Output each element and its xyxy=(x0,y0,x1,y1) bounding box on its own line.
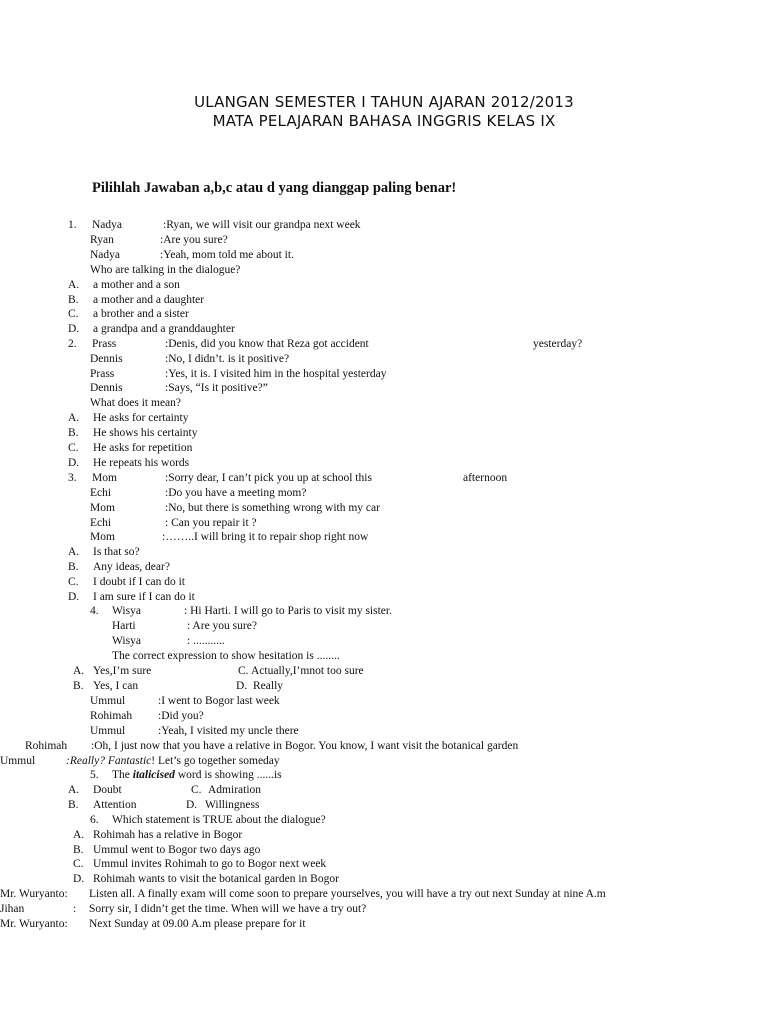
q3-speech: :Sorry dear, I can’t pick you up at school this xyxy=(165,472,372,484)
q2-speaker: Dennis xyxy=(90,382,123,394)
q1-number: 1. xyxy=(68,219,77,231)
q4-option-c-letter[interactable]: C. xyxy=(238,665,249,677)
dialogue5-speaker: Rohimah xyxy=(25,740,68,752)
italic-expression: :Really? Fantastic xyxy=(66,755,152,767)
option-letter: D. xyxy=(73,873,85,885)
q5-option-d-text[interactable]: Willingness xyxy=(205,799,260,811)
q3-speech: : Can you repair it ? xyxy=(165,517,257,529)
option-text: Rohimah wants to visit the botanical garden in Bogor xyxy=(93,873,339,885)
q5-question-post: word is showing ......is xyxy=(174,769,282,781)
q5-option-d-letter[interactable]: D. xyxy=(186,799,198,811)
dialogue7-speech: Listen all. A finally exam will come soon to prepare yourselves, you will have a try out next Sunday at nine A.m xyxy=(89,888,606,900)
option-text: Any ideas, dear? xyxy=(93,561,170,573)
option-letter: C. xyxy=(68,576,79,588)
q1-speech: :Are you sure? xyxy=(160,234,228,246)
q5-number: 5. xyxy=(90,769,99,781)
q4-speech: : ........... xyxy=(187,635,225,647)
q6-question: Which statement is TRUE about the dialogue? xyxy=(112,814,326,826)
dialogue5-speech xyxy=(66,754,280,768)
option-letter: B. xyxy=(68,561,79,573)
option-text: Ummul went to Bogor two days ago xyxy=(93,844,261,856)
option-text: I am sure if I can do it xyxy=(93,591,195,603)
option-text: He asks for certainty xyxy=(93,412,189,424)
option-text: a grandpa and a granddaughter xyxy=(93,323,235,335)
q4-speaker: Wisya xyxy=(112,605,141,617)
q3-number: 3. xyxy=(68,472,77,484)
option-letter: B. xyxy=(73,844,84,856)
option-text: He repeats his words xyxy=(93,457,190,469)
q1-question: Who are talking in the dialogue? xyxy=(90,264,241,276)
q1-speaker: Ryan xyxy=(90,234,114,246)
dialogue7-speaker: Jihan xyxy=(0,903,25,915)
q2-speech: :Denis, did you know that Reza got accident xyxy=(165,338,369,350)
instruction: Pilihlah Jawaban a,b,c atau d yang dianggap paling benar! xyxy=(92,180,457,196)
dialogue5-speaker: Ummul xyxy=(90,725,126,737)
option-letter: B. xyxy=(68,294,79,306)
q3-speech: :……..I will bring it to repair shop right now xyxy=(162,531,369,543)
q1-speech: :Yeah, mom told me about it. xyxy=(160,249,294,261)
option-text: a mother and a son xyxy=(93,279,180,291)
speech-rest: ! Let’s go together someday xyxy=(151,755,280,767)
option-letter: A. xyxy=(73,829,85,841)
q2-speech: :Says, “Is it positive?” xyxy=(165,382,268,394)
q2-speaker: Prass xyxy=(90,368,115,380)
q1-speaker: Nadya xyxy=(90,249,121,261)
option-letter: A. xyxy=(68,279,80,291)
option-letter: D. xyxy=(68,323,80,335)
q1-speaker: Nadya xyxy=(92,219,123,231)
dialogue5-speech: :Yeah, I visited my uncle there xyxy=(158,725,299,737)
dialogue5-speech: :Oh, I just now that you have a relative in Bogor. You know, I want visit the botanical garden xyxy=(91,740,519,752)
option-text: a mother and a daughter xyxy=(93,294,205,306)
q4-option-d-letter[interactable]: D. xyxy=(236,680,248,692)
q3-speech-tail: afternoon xyxy=(463,472,508,484)
option-text: He asks for repetition xyxy=(93,442,193,454)
option-letter: D. xyxy=(68,591,80,603)
q3-speaker: Mom xyxy=(92,472,117,484)
q4-speech: : Are you sure? xyxy=(187,620,257,632)
option-letter: C. xyxy=(73,858,84,870)
q4-speaker: Wisya xyxy=(112,635,141,647)
option-text: a brother and a sister xyxy=(93,308,189,320)
q2-speech-tail: yesterday? xyxy=(533,338,583,350)
q3-speaker: Echi xyxy=(90,487,112,499)
q4-question: The correct expression to show hesitation is ........ xyxy=(112,650,340,662)
q3-speaker: Mom xyxy=(90,531,115,543)
dialogue5-speech: :Did you? xyxy=(158,710,204,722)
dialogue5-speaker: Ummul xyxy=(90,695,126,707)
option-text: He shows his certainty xyxy=(93,427,198,439)
q5-option-b-text[interactable]: Attention xyxy=(93,799,137,811)
q5-option-c-text[interactable]: Admiration xyxy=(208,784,262,796)
option-letter: A. xyxy=(68,546,80,558)
dialogue7-speaker: Mr. Wuryanto: xyxy=(0,918,68,930)
option-letter: B. xyxy=(68,427,79,439)
q3-speech: :Do you have a meeting mom? xyxy=(165,487,307,499)
q2-speaker: Dennis xyxy=(90,353,123,365)
q5-question-bold: italicised xyxy=(132,769,175,781)
dialogue7-speaker: Mr. Wuryanto: xyxy=(0,888,68,900)
q3-speaker: Echi xyxy=(90,517,112,529)
option-text: Rohimah has a relative in Bogor xyxy=(93,829,243,841)
q4-option-d-text[interactable]: Really xyxy=(253,680,284,692)
option-letter: D. xyxy=(68,457,80,469)
q5-option-a-letter[interactable]: A. xyxy=(68,784,80,796)
q4-option-b-text[interactable]: Yes, I can xyxy=(93,680,139,692)
q4-option-b-letter[interactable]: B. xyxy=(73,680,84,692)
q5-option-b-letter[interactable]: B. xyxy=(68,799,79,811)
q3-speaker: Mom xyxy=(90,502,115,514)
q1-speech: :Ryan, we will visit our grandpa next week xyxy=(163,219,361,231)
exam-title-line1: ULANGAN SEMESTER I TAHUN AJARAN 2012/2013 xyxy=(194,93,574,111)
q2-question: What does it mean? xyxy=(90,397,182,409)
q2-number: 2. xyxy=(68,338,77,350)
dialogue5-speech: :I went to Bogor last week xyxy=(158,695,280,707)
option-text: Ummul invites Rohimah to go to Bogor next week xyxy=(93,858,327,870)
q5-option-c-letter[interactable]: C. xyxy=(191,784,202,796)
q5-question-pre: The xyxy=(112,769,133,781)
option-text: Is that so? xyxy=(93,546,140,558)
q4-option-a-text[interactable]: Yes,I’m sure xyxy=(93,665,152,677)
option-letter: C. xyxy=(68,442,79,454)
q5-option-a-text[interactable]: Doubt xyxy=(93,784,122,796)
option-letter: A. xyxy=(68,412,80,424)
dialogue7-speech: Next Sunday at 09.00 A.m please prepare for it xyxy=(89,918,306,930)
dialogue7-speech: Sorry sir, I didn’t get the time. When will we have a try out? xyxy=(89,903,367,915)
exam-title-line2: MATA PELAJARAN BAHASA INGGRIS KELAS IX xyxy=(212,112,556,130)
q3-speech: :No, but there is something wrong with my car xyxy=(165,502,380,514)
dialogue5-speaker: Rohimah xyxy=(90,710,133,722)
q2-speaker: Prass xyxy=(92,338,117,350)
option-text: I doubt if I can do it xyxy=(93,576,185,588)
q4-option-c-text[interactable]: Actually,I’mnot too sure xyxy=(251,665,364,677)
q6-number: 6. xyxy=(90,814,99,826)
q2-speech: :No, I didn’t. is it positive? xyxy=(165,353,290,365)
option-letter: C. xyxy=(68,308,79,320)
dialogue5-speaker: Ummul xyxy=(0,755,36,767)
q4-option-a-letter[interactable]: A. xyxy=(73,665,85,677)
dialogue7-colon: : xyxy=(73,903,77,915)
q4-speaker: Harti xyxy=(112,620,136,632)
q5-question xyxy=(112,768,282,782)
q4-number: 4. xyxy=(90,605,99,617)
q4-speech: : Hi Harti. I will go to Paris to visit my sister. xyxy=(184,605,392,617)
q2-speech: :Yes, it is. I visited him in the hospital yesterday xyxy=(165,368,387,380)
